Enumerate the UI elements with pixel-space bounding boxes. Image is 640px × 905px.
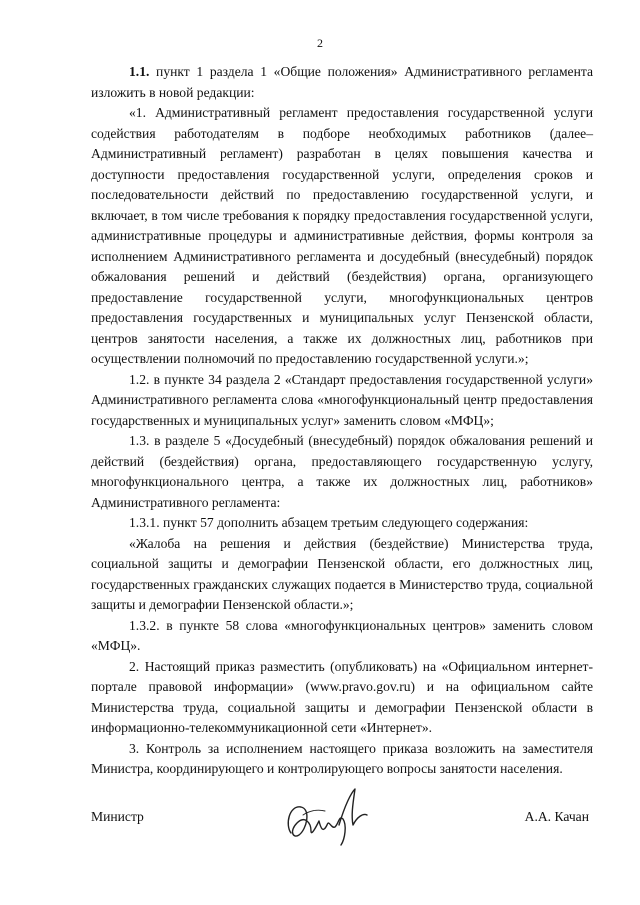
paragraph-2: 2. Настоящий приказ разместить (опубликовать) на «Официальном интернет-портале правовой информации» (www.pravo.gov.ru) и на официальном сайте Министерства труда, социальной защиты и демографии Пензенской области в информационно-телекоммуникационной сети «Интернет». bbox=[91, 658, 593, 735]
clause-number: 1.1. bbox=[129, 64, 150, 79]
document-body bbox=[91, 62, 593, 780]
handwritten-signature bbox=[281, 785, 373, 851]
paragraph-1-1 bbox=[91, 62, 593, 103]
paragraph-text: пункт 1 раздела 1 «Общие положения» Административного регламента изложить в новой редакции: bbox=[91, 64, 593, 100]
paragraph-3: 3. Контроль за исполнением настоящего приказа возложить на заместителя Министра, координирующего и контролирующего вопросы занятости населения. bbox=[91, 740, 593, 776]
signer-title: Министр bbox=[91, 809, 144, 824]
paragraph-1-3-2: 1.3.2. в пункте 58 слова «многофункциональных центров» заменить словом «МФЦ». bbox=[91, 617, 593, 653]
paragraph-1-2: 1.2. в пункте 34 раздела 2 «Стандарт предоставления государственной услуги» Административного регламента слова «многофункциональный центр предоставления государственных и муниципальных услуг» заменить словом «МФЦ»; bbox=[91, 371, 593, 428]
paragraph-quote-1: «1. Административный регламент предоставления государственной услуги содействия работодателям в подборе необходимых работников (далее– Административный регламент) разработан в целях повышения качества и доступности предоставления государственной услуги, определения сроков и последовательности действий по предоставлению государственной услуги, и включает, в том числе требования к порядку предоставления государственной услуги, административные процедуры и административные действия, формы контроля за исполнением Административного регламента и досудебный (внесудебный) порядок обжалования решений и действий (бездействия) органа, организующего предоставление государственной услуги, многофункциональных центров предоставления государственных и муниципальных услуг Пензенской области, центров занятости населения, а также их должностных лиц, работников при осуществлении полномочий по предоставлению государственной услуги.»; bbox=[91, 105, 593, 366]
signer-name: А.А. Качан bbox=[524, 809, 589, 824]
paragraph-1-3: 1.3. в разделе 5 «Досудебный (внесудебный) порядок обжалования решений и действий (бездействия) органа, предоставляющего государственную услугу, многофункционального центра, а также их должностных лиц, работников» Административного регламента: bbox=[91, 433, 593, 510]
signature-block bbox=[91, 785, 593, 855]
page-number: 2 bbox=[317, 36, 323, 50]
paragraph-quote-2: «Жалоба на решения и действия (бездействие) Министерства труда, социальной защиты и демографии Пензенской области, его должностных лиц, государственных гражданских служащих подается в Министерство труда, социальной защиты и демографии Пензенской области.»; bbox=[91, 535, 593, 612]
paragraph-1-3-1: 1.3.1. пункт 57 дополнить абзацем третьим следующего содержания: bbox=[129, 515, 529, 530]
